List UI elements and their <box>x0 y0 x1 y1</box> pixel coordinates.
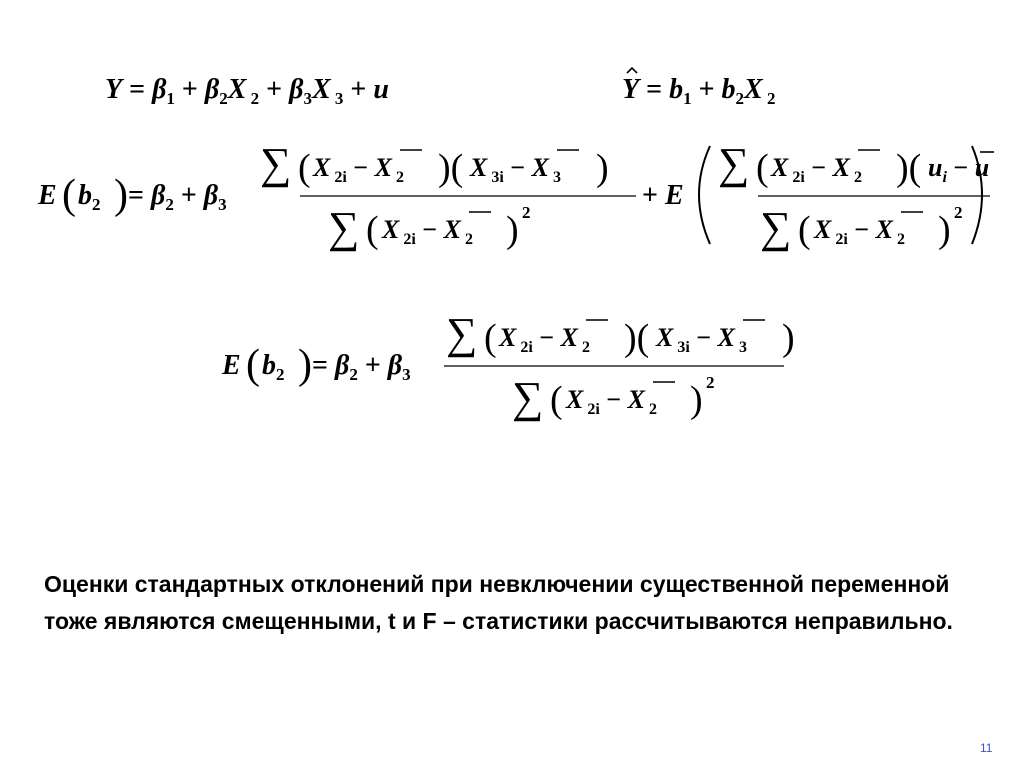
formula-expectation-reduced <box>222 308 802 420</box>
svg-text:∑: ∑ <box>446 309 478 358</box>
svg-text:b2: $b_2$ <box>78 180 101 214</box>
svg-text:ui − u: $u_i - u$ <box>928 153 990 186</box>
svg-text:(: ( <box>366 209 379 251</box>
formula-fitted-model <box>622 68 822 116</box>
svg-text:Y = b1 + b2X 2: $Y = b_1 + b_2X$ $_2$ <box>622 74 776 108</box>
svg-text:)(: )( <box>438 147 464 189</box>
svg-text:(: ( <box>484 317 497 359</box>
svg-text:): ) <box>938 209 951 251</box>
svg-text:)(: )( <box>896 147 922 189</box>
svg-text:(: ( <box>246 342 260 388</box>
svg-text:2: 2 <box>522 203 531 222</box>
svg-text:2: 2 <box>706 373 715 392</box>
svg-text:X 2i − X 2: X $_{2i}$ − X $_2$ <box>771 153 862 186</box>
svg-text:b2: $b_2$ <box>262 350 285 384</box>
formula-expectation-close-paren <box>968 142 992 252</box>
svg-text:)(: )( <box>624 317 650 359</box>
svg-text:): ) <box>690 379 703 421</box>
svg-text:X 2i − X 2: X $_{2i}$ − X $_2$ <box>382 215 473 248</box>
svg-text:): ) <box>506 209 519 251</box>
svg-text:∑: ∑ <box>328 203 360 252</box>
svg-text:): ) <box>114 172 128 218</box>
svg-text:): ) <box>782 317 795 359</box>
svg-text:E: E <box>222 350 241 381</box>
svg-text:X 2i − X 2: X $_{2i}$ − X $_2$ <box>814 215 905 248</box>
svg-text:X 3i − X 3: X $_{3i}$ − X $_3$ <box>656 323 747 356</box>
svg-text:(: ( <box>62 172 76 218</box>
page-number: 11 <box>980 741 993 755</box>
svg-text:∑: ∑ <box>512 373 544 422</box>
svg-text:∑: ∑ <box>718 139 750 188</box>
svg-text:(: ( <box>798 209 811 251</box>
svg-text:∑: ∑ <box>760 203 792 252</box>
svg-text:= β2 + β3: = $\beta_2 + \beta_3$ <box>128 180 227 214</box>
formula-expectation-full <box>38 138 998 250</box>
svg-text:X 2i − X 2: X $_{2i}$ − X $_2$ <box>566 385 657 418</box>
svg-text:X 3i − X 3: X $_{3i}$ − X $_3$ <box>470 153 561 186</box>
formula-true-model <box>105 68 485 116</box>
svg-text:= β2 + β3: = $\beta_2 + \beta_3$ <box>312 350 411 384</box>
svg-text:): ) <box>596 147 609 189</box>
svg-text:(: ( <box>550 379 563 421</box>
svg-text:(: ( <box>298 147 311 189</box>
svg-text:Y = β1 + β2X 2 + β3X 3 + u: $Y = \beta_1 + \beta_2X$ $_2 + \beta_3X$ $_3$ + u <box>105 74 389 108</box>
svg-text:X 2i − X 2: X $_{2i}$ − X $_2$ <box>313 153 404 186</box>
svg-text:+ E: + E <box>642 180 684 211</box>
svg-text:): ) <box>298 342 312 388</box>
svg-text:∑: ∑ <box>260 139 292 188</box>
svg-text:E: E <box>38 180 57 211</box>
svg-text:X 2i − X 2: X $_{2i}$ − X $_2$ <box>499 323 590 356</box>
svg-text:2: 2 <box>954 203 963 222</box>
slide-body-text: Оценки стандартных отклонений при невключении существенной переменной тоже являются смещенными, t и F – статистики рассчитываются неправильно. <box>44 571 953 634</box>
svg-text:(: ( <box>756 147 769 189</box>
